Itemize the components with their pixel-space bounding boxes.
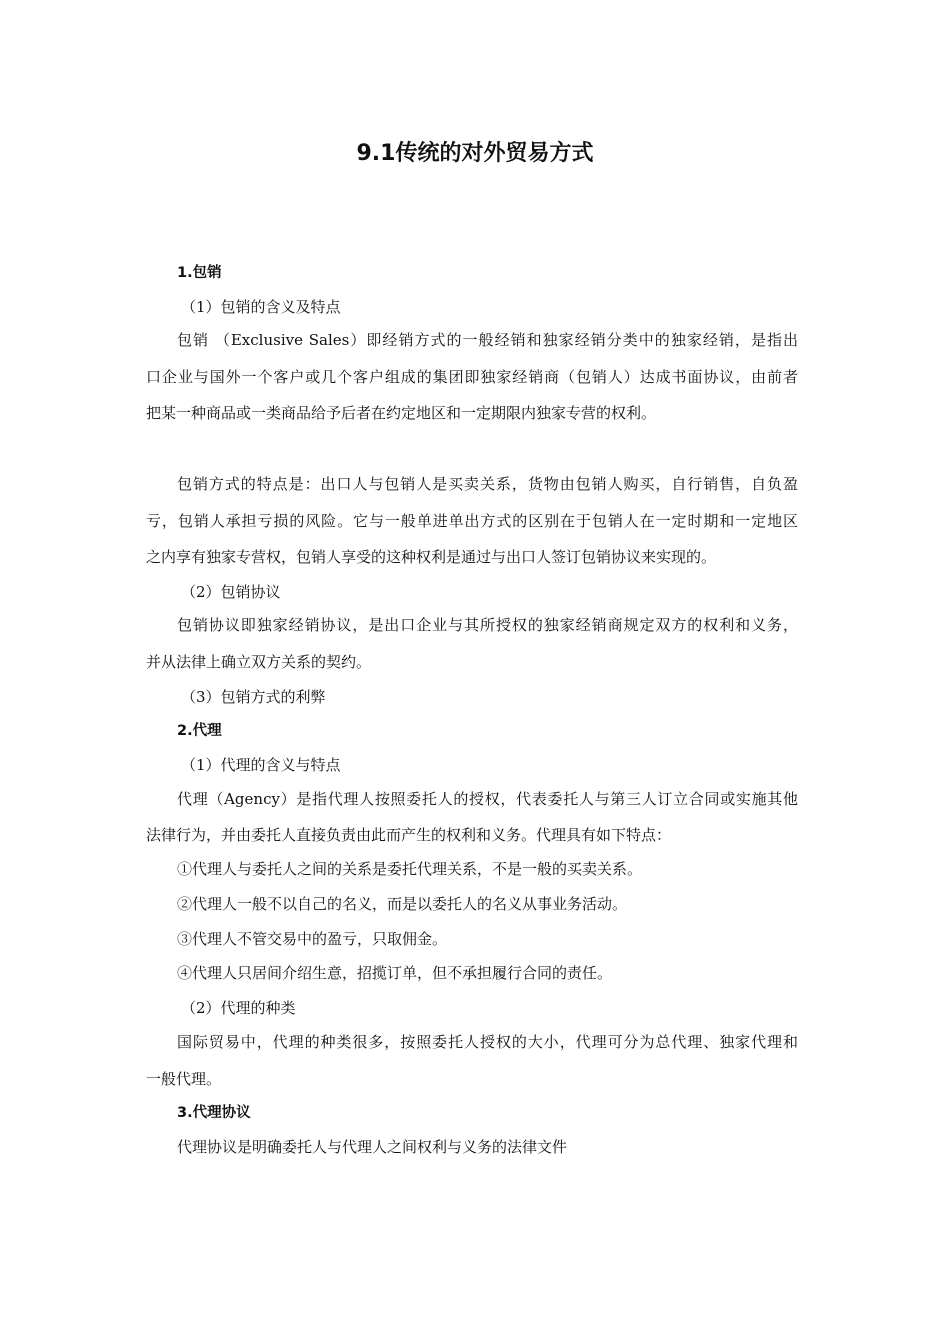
section-heading-3: 3.代理协议: [177, 1105, 251, 1121]
section-heading-1: 1.包销: [177, 265, 222, 281]
paragraph-line: 国际贸易中，代理的种类很多，按照委托人授权的大小，代理可分为总代理、独家代理和: [177, 1033, 798, 1051]
list-item: ②代理人一般不以自己的名义，而是以委托人的名义从事业务活动。: [177, 895, 628, 913]
paragraph-line: 亏，包销人承担亏损的风险。它与一般单进单出方式的区别在于包销人在一定时期和一定地区: [146, 512, 798, 530]
paragraph-line: 包销 （Exclusive Sales）即经销方式的一般经销和独家经销分类中的独家经销，是指出: [177, 331, 798, 349]
subheading-1-3: （3）包销方式的利弊: [181, 688, 326, 706]
section-heading-2: 2.代理: [177, 723, 222, 739]
subheading-1-1: （1）包销的含义及特点: [181, 298, 341, 316]
paragraph-line: 包销方式的特点是：出口人与包销人是买卖关系，货物由包销人购买，自行销售，自负盈: [177, 475, 798, 493]
page-title: 9.1传统的对外贸易方式: [356, 141, 594, 166]
paragraph-line: 代理协议是明确委托人与代理人之间权利与义务的法律文件: [177, 1138, 568, 1156]
paragraph-line: 口企业与国外一个客户或几个客户组成的集团即独家经销商（包销人）达成书面协议，由前者: [146, 368, 798, 386]
subheading-1-2: （2）包销协议: [181, 583, 281, 601]
paragraph-line: 代理（Agency）是指代理人按照委托人的授权，代表委托人与第三人订立合同或实施其他: [177, 790, 798, 808]
paragraph-line: 包销协议即独家经销协议，是出口企业与其所授权的独家经销商规定双方的权利和义务，: [177, 616, 798, 634]
paragraph-line: 之内享有独家专营权，包销人享受的这种权利是通过与出口人签订包销协议来实现的。: [146, 548, 717, 566]
paragraph-line: 把某一种商品或一类商品给予后者在约定地区和一定期限内独家专营的权利。: [146, 404, 657, 422]
list-item: ④代理人只居间介绍生意，招揽订单，但不承担履行合同的责任。: [177, 964, 613, 982]
paragraph-line: 法律行为，并由委托人直接负责由此而产生的权利和义务。代理具有如下特点：: [146, 826, 672, 844]
list-item: ①代理人与委托人之间的关系是委托代理关系，不是一般的买卖关系。: [177, 860, 643, 878]
paragraph-line: 一般代理。: [146, 1070, 222, 1088]
subheading-2-2: （2）代理的种类: [181, 999, 296, 1017]
paragraph-line: 并从法律上确立双方关系的契约。: [146, 653, 372, 671]
subheading-2-1: （1）代理的含义与特点: [181, 756, 341, 774]
list-item: ③代理人不管交易中的盈亏，只取佣金。: [177, 930, 448, 948]
